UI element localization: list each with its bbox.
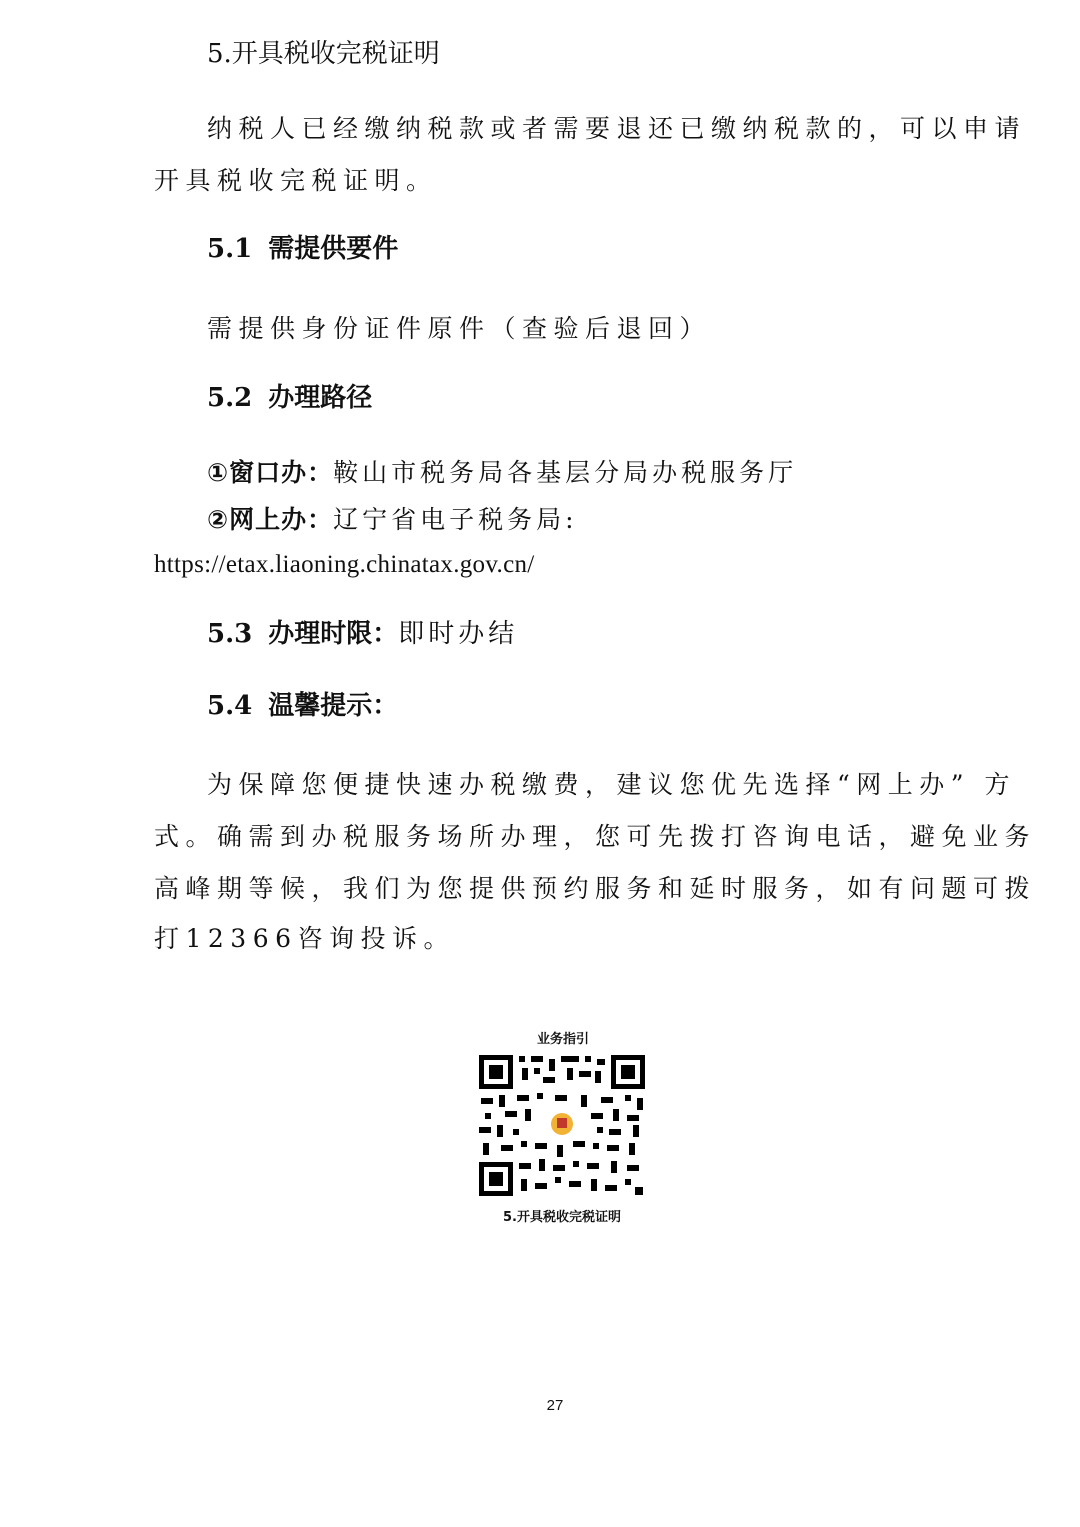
window-channel-label: ①窗口办： [207,458,334,487]
heading-tips [207,689,398,723]
window-channel-value: 鞍山市税务局各基层分局办税服务厅 [333,458,798,487]
tips-line-4: 打12366咨询投诉。 [154,924,456,953]
page-number: 27 [546,1397,564,1414]
online-channel [207,503,578,537]
heading-processing-path [207,381,372,415]
online-channel-label: ②网上办： [207,505,334,534]
qr-caption: 5.开具税收完税证明 [503,1210,621,1225]
qr-title: 业务指引 [536,1032,589,1047]
required-documents-text: 需提供身份证件原件（查验后退回） [207,314,712,343]
heading-number: 5.4 [207,691,253,721]
window-channel [207,456,797,490]
intro-paragraph-line-2: 开具税收完税证明。 [154,166,438,195]
tips-line-2: 式。确需到办税服务场所办理，您可先拨打咨询电话，避免业务 [154,822,1037,851]
heading-number: 5.2 [207,383,253,413]
tips-line-1: 为保障您便捷快速办税缴费，建议您优先选择“网上办” 方 [207,770,1017,799]
qr-code-icon[interactable] [477,1053,647,1198]
time-limit-value: 即时办结 [398,619,519,649]
heading-text: 办理时限： [268,619,399,649]
section-title: 5.开具税收完税证明 [207,39,440,69]
heading-required-documents [207,232,398,266]
heading-time-limit [207,617,518,651]
heading-number: 5.1 [207,234,253,264]
tips-line-3: 高峰期等候，我们为您提供预约服务和延时服务，如有问题可拨 [154,874,1037,903]
heading-number: 5.3 [207,619,253,649]
online-channel-value: 辽宁省电子税务局: [333,505,578,534]
heading-text: 办理路径 [268,383,373,413]
heading-text: 需提供要件 [268,234,399,264]
heading-text: 温馨提示： [268,691,399,721]
intro-paragraph-line-1: 纳税人已经缴纳税款或者需要退还已缴纳税款的，可以申请 [207,114,1027,143]
etax-url-link[interactable]: https://etax.liaoning.chinatax.gov.cn/ [154,551,535,578]
